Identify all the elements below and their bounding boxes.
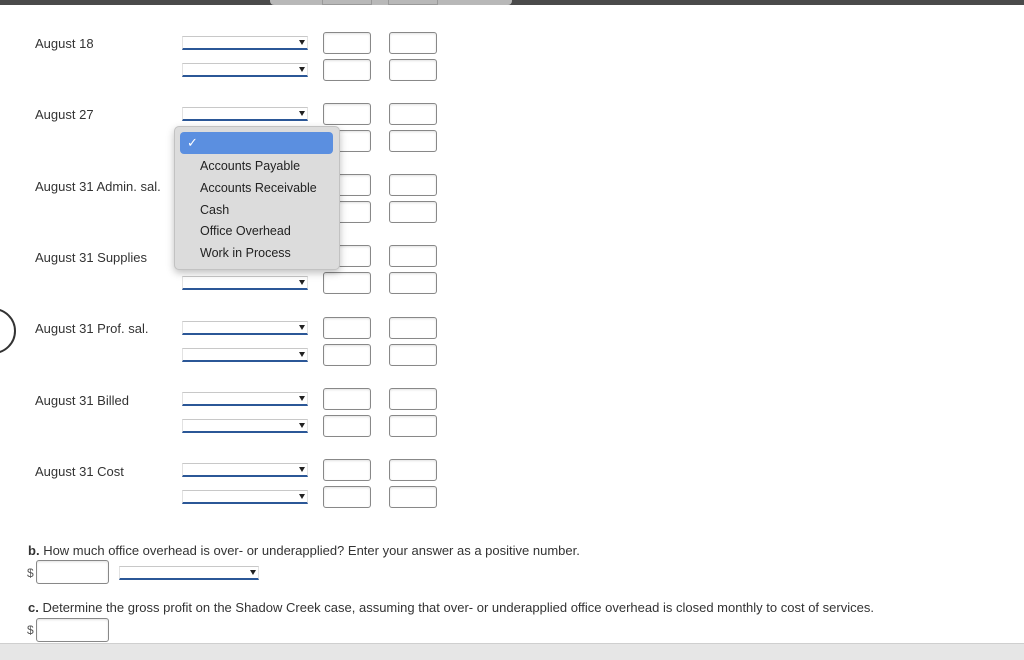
- credit-input[interactable]: [389, 245, 437, 267]
- window-bottom-bar: [0, 643, 1024, 660]
- account-dropdown-menu: [174, 126, 340, 270]
- account-select[interactable]: [182, 321, 308, 335]
- debit-input[interactable]: [323, 317, 371, 339]
- credit-input[interactable]: [389, 201, 437, 223]
- credit-input[interactable]: [389, 344, 437, 366]
- row-label-aug18: August 18: [35, 36, 94, 51]
- window-top-bar: [0, 0, 1024, 5]
- dropdown-option-accounts-receivable[interactable]: Accounts Receivable: [200, 181, 317, 195]
- credit-input[interactable]: [389, 415, 437, 437]
- dropdown-option-work-in-process[interactable]: Work in Process: [200, 246, 291, 260]
- dropdown-arrow-icon: [299, 67, 305, 72]
- dropdown-arrow-icon: [299, 40, 305, 45]
- account-select[interactable]: [182, 36, 308, 50]
- row-label-billed: August 31 Billed: [35, 393, 129, 408]
- row-label-prof-sal: August 31 Prof. sal.: [35, 321, 149, 336]
- question-b: [28, 543, 580, 558]
- account-select[interactable]: [182, 348, 308, 362]
- account-select[interactable]: [182, 63, 308, 77]
- debit-input[interactable]: [323, 486, 371, 508]
- checkmark-icon: ✓: [187, 135, 198, 150]
- dollar-sign: $: [27, 623, 34, 637]
- account-select[interactable]: [182, 276, 308, 290]
- dropdown-selected-blank-option[interactable]: [180, 132, 333, 154]
- debit-input[interactable]: [323, 272, 371, 294]
- dropdown-arrow-icon: [250, 570, 256, 575]
- over-under-applied-select[interactable]: [119, 566, 259, 580]
- dropdown-arrow-icon: [299, 423, 305, 428]
- account-select[interactable]: [182, 107, 308, 121]
- row-label-aug27: August 27: [35, 107, 94, 122]
- debit-input[interactable]: [323, 388, 371, 410]
- dropdown-arrow-icon: [299, 467, 305, 472]
- dropdown-arrow-icon: [299, 111, 305, 116]
- top-partial-box: [322, 0, 372, 5]
- dropdown-arrow-icon: [299, 280, 305, 285]
- account-select[interactable]: [182, 490, 308, 504]
- dropdown-arrow-icon: [299, 352, 305, 357]
- overhead-amount-input[interactable]: [36, 560, 109, 584]
- account-select[interactable]: [182, 392, 308, 406]
- row-label-cost: August 31 Cost: [35, 464, 124, 479]
- account-select[interactable]: [182, 463, 308, 477]
- dropdown-arrow-icon: [299, 494, 305, 499]
- credit-input[interactable]: [389, 486, 437, 508]
- dropdown-option-office-overhead[interactable]: Office Overhead: [200, 224, 291, 238]
- debit-input[interactable]: [323, 459, 371, 481]
- credit-input[interactable]: [389, 59, 437, 81]
- circle-marker-icon: [0, 308, 16, 354]
- dropdown-option-cash[interactable]: Cash: [200, 203, 230, 217]
- debit-input[interactable]: [323, 103, 371, 125]
- question-c-letter: c.: [28, 600, 39, 615]
- credit-input[interactable]: [389, 317, 437, 339]
- question-b-text: How much office overhead is over- or underapplied? Enter your answer as a positive number.: [43, 543, 580, 558]
- credit-input[interactable]: [389, 388, 437, 410]
- top-tab-strip: [270, 0, 512, 5]
- question-c-text: Determine the gross profit on the Shadow Creek case, assuming that over- or underapplied office overhead is closed monthly to cost of services.: [42, 600, 874, 615]
- row-label-admin-sal: August 31 Admin. sal.: [35, 179, 161, 194]
- row-label-supplies: August 31 Supplies: [35, 250, 148, 265]
- dropdown-arrow-icon: [299, 325, 305, 330]
- top-partial-box: [388, 0, 438, 5]
- credit-input[interactable]: [389, 174, 437, 196]
- debit-input[interactable]: [323, 344, 371, 366]
- credit-input[interactable]: [389, 130, 437, 152]
- credit-input[interactable]: [389, 459, 437, 481]
- question-b-letter: b.: [28, 543, 40, 558]
- credit-input[interactable]: [389, 272, 437, 294]
- debit-input[interactable]: [323, 59, 371, 81]
- dropdown-arrow-icon: [299, 396, 305, 401]
- account-select[interactable]: [182, 419, 308, 433]
- debit-input[interactable]: [323, 32, 371, 54]
- dropdown-option-accounts-payable[interactable]: Accounts Payable: [200, 159, 301, 173]
- dollar-sign: $: [27, 566, 34, 580]
- gross-profit-input[interactable]: [36, 618, 109, 642]
- debit-input[interactable]: [323, 415, 371, 437]
- question-c: [28, 600, 874, 615]
- credit-input[interactable]: [389, 32, 437, 54]
- credit-input[interactable]: [389, 103, 437, 125]
